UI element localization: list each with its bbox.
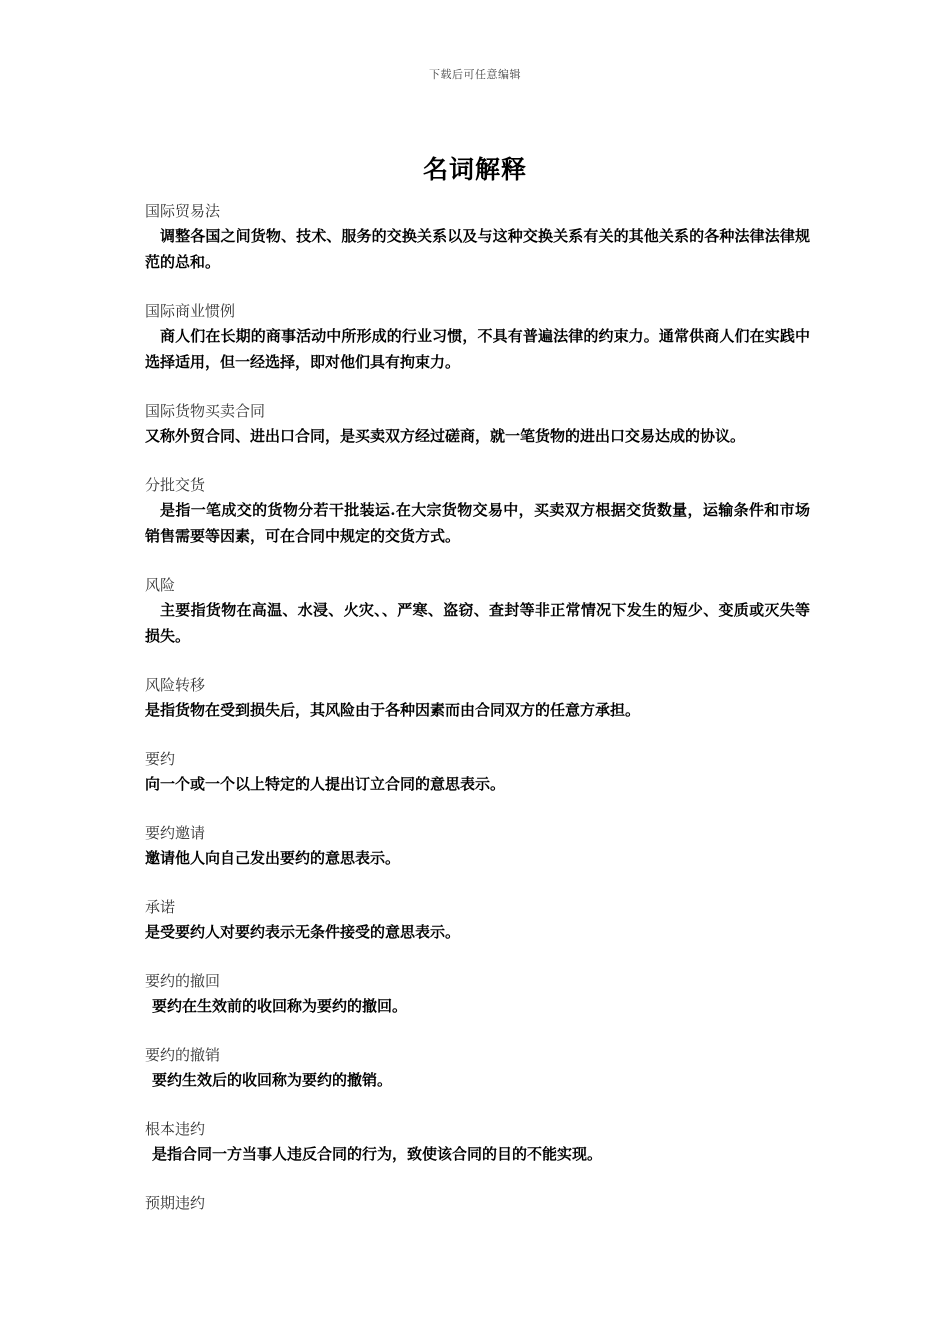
- term-definition: 要约生效后的收回称为要约的撤销。: [152, 1071, 393, 1089]
- term-label: 要约邀请: [145, 824, 206, 842]
- glossary-entry: [145, 747, 810, 797]
- term-label: 国际贸易法: [145, 202, 221, 220]
- term-label: 要约的撤销: [145, 1046, 221, 1064]
- glossary-entry: [145, 299, 810, 375]
- glossary-entry: [145, 473, 810, 549]
- term-label: 风险转移: [145, 676, 206, 694]
- term-label: 要约的撤回: [145, 972, 221, 990]
- glossary-entry: [145, 673, 810, 723]
- term-definition: 邀请他人向自己发出要约的意思表示。: [145, 849, 401, 867]
- header-note: 下载后可任意编辑: [429, 68, 521, 81]
- glossary-entry: [145, 399, 810, 449]
- glossary-entry: [145, 1191, 810, 1215]
- term-definition: 是受要约人对要约表示无条件接受的意思表示。: [145, 923, 461, 941]
- term-definition: 主要指货物在高温、水浸、火灾、、严寒、盗窃、查封等非正常情况下发生的短少、变质或灭失等损失。: [145, 601, 810, 645]
- term-definition: 向一个或一个以上特定的人提出订立合同的意思表示。: [145, 775, 506, 793]
- glossary-entry: [145, 573, 810, 649]
- term-label: 风险: [145, 576, 176, 594]
- term-definition: 调整各国之间货物、技术、服务的交换关系以及与这种交换关系有关的其他关系的各种法律法律规范的总和。: [145, 227, 810, 271]
- term-label: 要约: [145, 750, 176, 768]
- glossary-entry: [145, 199, 810, 275]
- glossary-entry: [145, 969, 810, 1019]
- term-definition: 是指货物在受到损失后，其风险由于各种因素而由合同双方的任意方承担。: [145, 701, 641, 719]
- term-definition: 要约在生效前的收回称为要约的撤回。: [152, 997, 408, 1015]
- page-title: 名词解释: [422, 155, 527, 184]
- term-definition: 又称外贸合同、进出口合同，是买卖双方经过磋商，就一笔货物的进出口交易达成的协议。: [145, 427, 746, 445]
- glossary-entry: [145, 895, 810, 945]
- glossary-entry: [145, 1117, 810, 1167]
- term-definition: 商人们在长期的商事活动中所形成的行业习惯，不具有普遍法律的约束力。通常供商人们在实践中选择适用，但一经选择，即对他们具有拘束力。: [145, 327, 810, 371]
- term-label: 根本违约: [145, 1120, 206, 1138]
- term-label: 分批交货: [145, 476, 206, 494]
- term-definition: 是指合同一方当事人违反合同的行为，致使该合同的目的不能实现。: [152, 1145, 603, 1163]
- term-label: 预期违约: [145, 1194, 206, 1212]
- glossary-list: [145, 199, 810, 1239]
- term-definition: 是指一笔成交的货物分若干批装运.在大宗货物交易中，买卖双方根据交货数量，运输条件和市场销售需要等因素，可在合同中规定的交货方式。: [145, 501, 810, 545]
- term-label: 国际商业惯例: [145, 302, 236, 320]
- glossary-entry: [145, 821, 810, 871]
- term-label: 国际货物买卖合同: [145, 402, 266, 420]
- term-label: 承诺: [145, 898, 176, 916]
- glossary-entry: [145, 1043, 810, 1093]
